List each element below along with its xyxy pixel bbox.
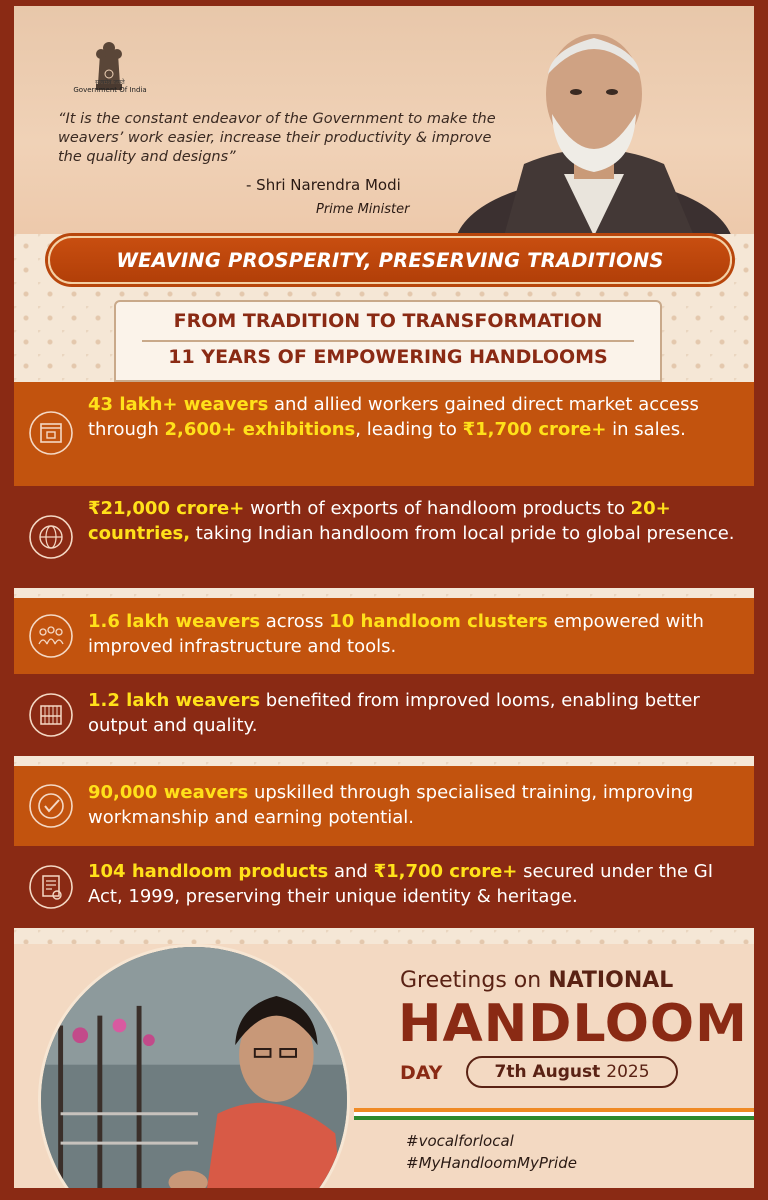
certificate-document-icon xyxy=(28,864,74,910)
stat-highlight: 104 handloom products xyxy=(88,861,329,882)
weaver-photo xyxy=(38,944,350,1200)
stat-body: benefited from improved looms, enabling better output and quality. xyxy=(88,690,700,736)
stat-row-training xyxy=(14,766,754,846)
stat-row-clusters xyxy=(14,598,754,674)
stat-row-gi-act xyxy=(14,846,754,928)
stat-body: taking Indian handloom from local pride to global presence. xyxy=(190,523,735,544)
title-line-1: FROM TRADITION TO TRANSFORMATION xyxy=(173,310,603,332)
emblem-caption: Government Of India xyxy=(73,86,147,94)
day-label: DAY xyxy=(400,1062,443,1084)
quote-author: - Shri Narendra Modi xyxy=(246,176,401,194)
stat-highlight: 90,000 weavers xyxy=(88,782,249,803)
header-section xyxy=(14,6,754,234)
quote-author-role: Prime Minister xyxy=(316,202,410,217)
prime-minister-portrait xyxy=(444,14,734,236)
stat-text xyxy=(88,609,742,659)
date-pill xyxy=(466,1056,678,1088)
stat-text xyxy=(88,392,742,442)
stat-row-looms xyxy=(14,674,754,756)
stat-text xyxy=(88,688,742,738)
stat-body: upskilled through specialised training, improving workmanship and earning potential. xyxy=(88,782,694,828)
stat-highlight: 20+ countries, xyxy=(88,498,671,544)
stat-highlight: 43 lakh+ weavers xyxy=(88,394,269,415)
stat-body: secured under the GI Act, 1999, preserving their unique identity & heritage. xyxy=(88,861,714,907)
title-box xyxy=(114,300,662,382)
greeting-text xyxy=(400,968,673,993)
emblem-caption-hindi: सत्यमेव जयते xyxy=(95,79,125,86)
people-group-icon xyxy=(28,613,74,659)
title-divider xyxy=(142,340,634,342)
stat-highlight: ₹21,000 crore+ xyxy=(88,498,245,519)
stat-body: across xyxy=(260,611,330,632)
stat-row-market-access xyxy=(14,382,754,486)
stat-highlight: ₹1,700 crore+ xyxy=(462,419,607,440)
stat-body: in sales. xyxy=(606,419,686,440)
stat-highlight: 10 handloom clusters xyxy=(329,611,548,632)
headline-text: WEAVING PROSPERITY, PRESERVING TRADITIONS xyxy=(116,248,664,272)
hashtag-vocalforlocal: #vocalforlocal xyxy=(406,1132,514,1150)
tricolor-divider xyxy=(354,1108,768,1120)
stat-body: and allied workers gained direct market access through xyxy=(88,394,699,440)
stat-text xyxy=(88,859,742,909)
greeting-bold: NATIONAL xyxy=(548,968,674,993)
date-year: 2025 xyxy=(606,1062,650,1082)
date-bold: 7th August xyxy=(494,1062,601,1082)
exhibition-stall-icon xyxy=(28,410,74,456)
footer-section xyxy=(14,944,754,1200)
handloom-word: HANDLOOM xyxy=(398,994,748,1054)
stat-body: and xyxy=(328,861,374,882)
stat-body: empowered with improved infrastructure and tools. xyxy=(88,611,704,657)
stat-text xyxy=(88,780,742,830)
checkmark-circle-icon xyxy=(28,783,74,829)
stat-text xyxy=(88,496,742,546)
stat-highlight: 2,600+ exhibitions xyxy=(164,419,356,440)
stat-body: , leading to xyxy=(355,419,463,440)
hashtag-myhandloommypride: #MyHandloomMyPride xyxy=(406,1154,577,1172)
stat-highlight: 1.6 lakh weavers xyxy=(88,611,261,632)
headline-banner xyxy=(48,236,732,284)
stat-row-exports xyxy=(14,486,754,588)
bottom-bar xyxy=(14,1188,754,1200)
stat-highlight: 1.2 lakh weavers xyxy=(88,690,261,711)
loom-icon xyxy=(28,692,74,738)
quote-text: “It is the constant endeavor of the Government to make the weavers’ work easier, increase their productivity & improve the quality and designs” xyxy=(58,111,496,165)
globe-icon xyxy=(28,514,74,560)
stat-body: worth of exports of handloom products to xyxy=(244,498,631,519)
greeting-prefix: Greetings on xyxy=(400,968,549,993)
title-line-2: 11 YEARS OF EMPOWERING HANDLOOMS xyxy=(168,346,608,368)
stat-highlight: ₹1,700 crore+ xyxy=(373,861,518,882)
